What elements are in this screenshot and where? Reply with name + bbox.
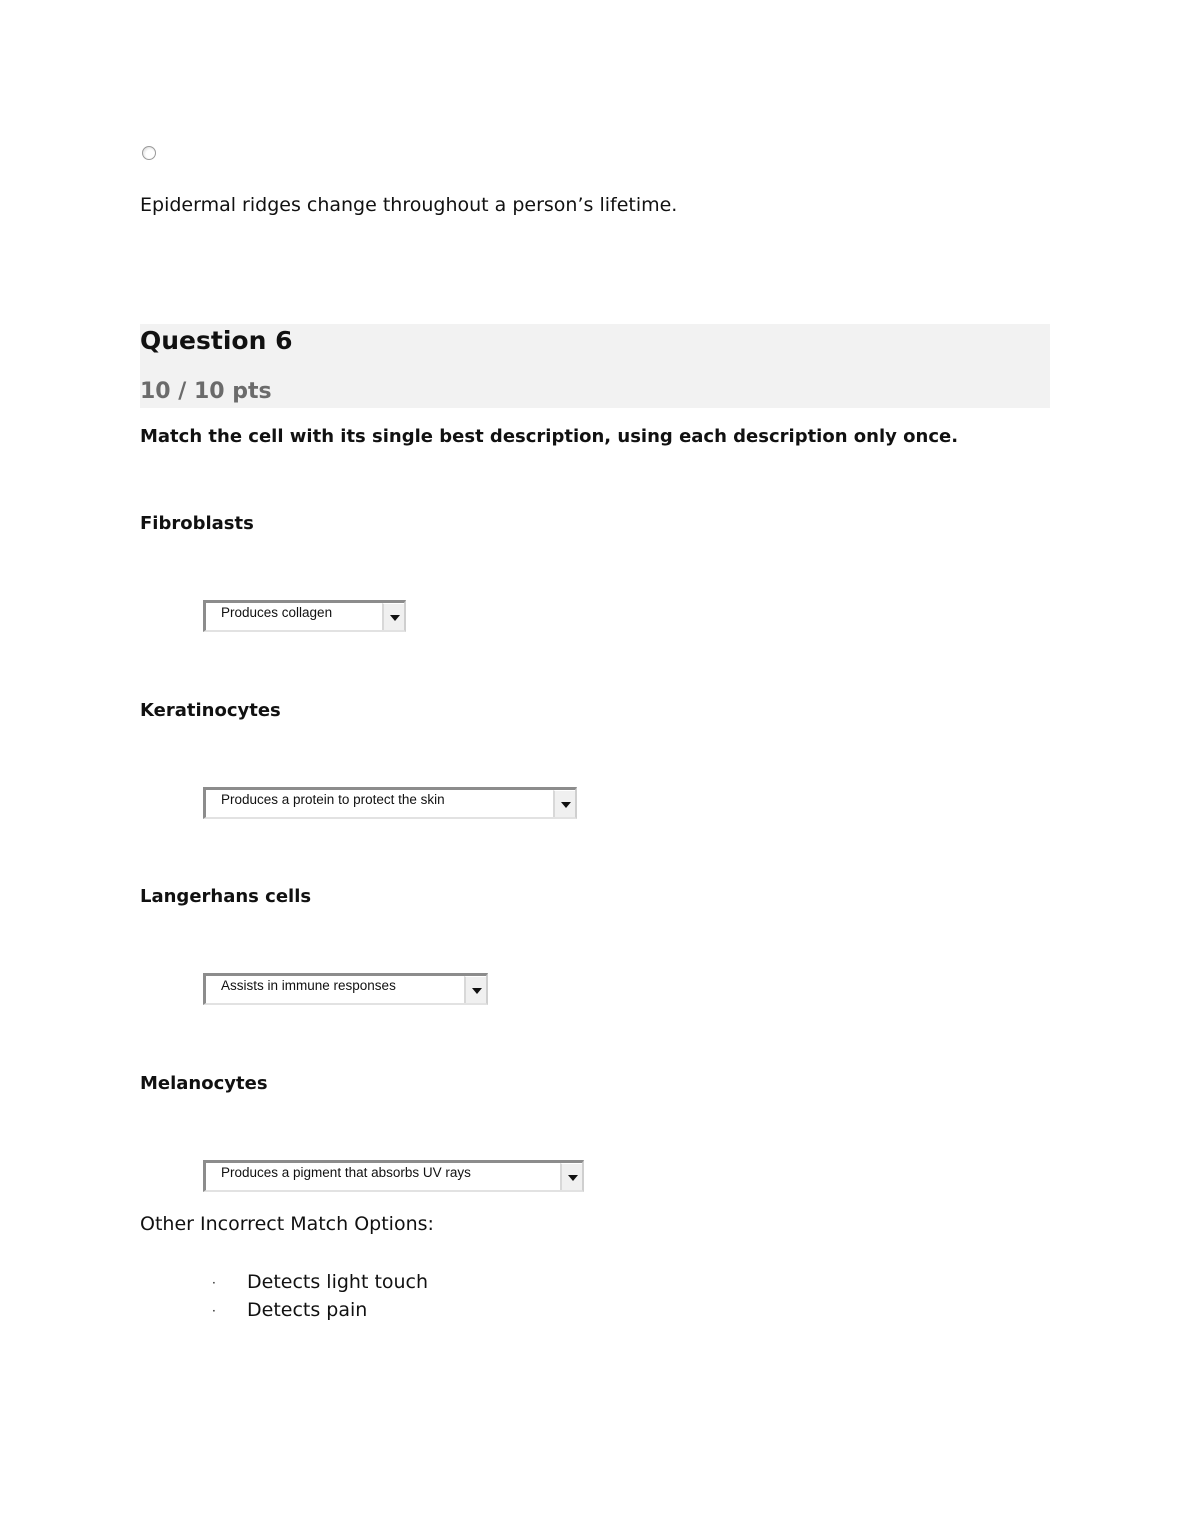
match-label-melanocytes: Melanocytes (140, 1073, 268, 1094)
match-select-fibroblasts[interactable] (203, 600, 406, 632)
match-select-keratinocytes[interactable] (203, 787, 577, 819)
option-text: Detects pain (247, 1299, 368, 1321)
other-options-label: Other Incorrect Match Options: (140, 1213, 434, 1235)
true-false-statement: Epidermal ridges change throughout a person’s lifetime. (140, 194, 678, 216)
list-item (212, 1299, 367, 1321)
select-value: Produces a protein to protect the skin (221, 792, 445, 807)
chevron-down-icon (561, 802, 571, 808)
match-select-langerhans-cells[interactable] (203, 973, 488, 1005)
match-select-melanocytes[interactable] (203, 1160, 584, 1192)
bullet-icon: · (212, 1303, 216, 1318)
question-title: Question 6 (140, 326, 293, 355)
match-label-keratinocytes: Keratinocytes (140, 700, 281, 721)
bullet-icon: · (212, 1275, 216, 1290)
question-points: 10 / 10 pts (140, 379, 272, 404)
chevron-down-icon (390, 615, 400, 621)
dropdown-button[interactable] (382, 603, 404, 630)
match-label-fibroblasts: Fibroblasts (140, 513, 254, 534)
dropdown-button[interactable] (464, 976, 486, 1003)
select-value: Assists in immune responses (221, 978, 396, 993)
dropdown-button[interactable] (553, 790, 575, 817)
answer-radio[interactable] (142, 146, 156, 160)
match-label-langerhans-cells: Langerhans cells (140, 886, 312, 907)
chevron-down-icon (472, 988, 482, 994)
chevron-down-icon (568, 1175, 578, 1181)
select-value: Produces collagen (221, 605, 333, 620)
option-text: Detects light touch (247, 1271, 429, 1293)
select-value: Produces a pigment that absorbs UV rays (221, 1165, 471, 1180)
question-prompt: Match the cell with its single best description, using each description only once. (140, 426, 959, 447)
list-item (212, 1271, 428, 1293)
dropdown-button[interactable] (560, 1163, 582, 1190)
